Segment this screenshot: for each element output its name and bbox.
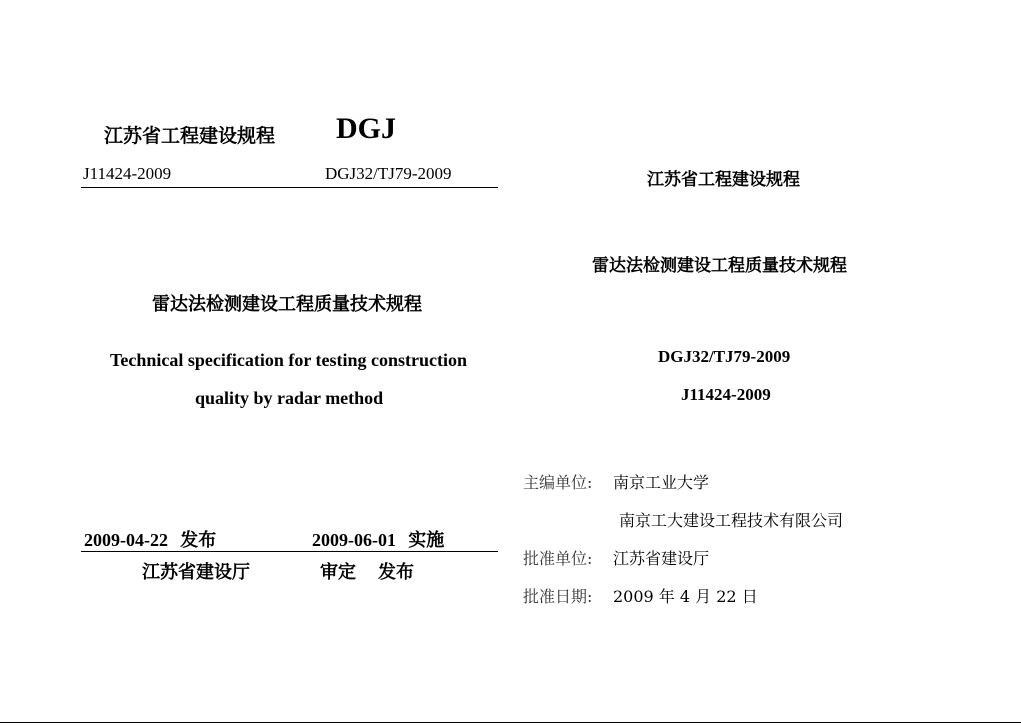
publish-label: 发布 bbox=[378, 562, 414, 583]
issuing-authority: 江苏省建设厅 bbox=[142, 562, 250, 583]
left-title-cn: 雷达法检测建设工程质量技术规程 bbox=[152, 294, 422, 315]
editor-label: 主编单位: bbox=[523, 473, 593, 492]
approver-unit: 江苏省建设厅 bbox=[613, 549, 710, 568]
left-title-en-line1: Technical specification for testing construction bbox=[110, 350, 467, 370]
left-header-code: DGJ bbox=[336, 112, 396, 145]
left-record-number: J11424-2009 bbox=[83, 164, 172, 183]
approve-date: 2009 年 4 月 22 日 bbox=[613, 587, 758, 606]
page-bottom-edge bbox=[0, 722, 1021, 723]
approver-label: 批准单位: bbox=[523, 549, 593, 568]
right-record-number: J11424-2009 bbox=[681, 385, 771, 404]
approve-label: 审定 bbox=[320, 562, 356, 583]
editor-unit-2: 南京工大建设工程技术有限公司 bbox=[619, 511, 844, 530]
approve-date-label: 批准日期: bbox=[523, 587, 593, 606]
right-standard-number: DGJ32/TJ79-2009 bbox=[658, 347, 791, 366]
left-bottom-rule bbox=[81, 551, 498, 552]
left-header-title: 江苏省工程建设规程 bbox=[104, 125, 276, 147]
implementation-label: 实施 bbox=[408, 530, 445, 551]
issue-label: 发布 bbox=[180, 530, 217, 551]
left-title-en-line2: quality by radar method bbox=[195, 388, 384, 408]
left-implementation-row bbox=[312, 526, 444, 552]
right-header-title: 江苏省工程建设规程 bbox=[647, 170, 800, 190]
left-standard-number: DGJ32/TJ79-2009 bbox=[325, 164, 452, 183]
editor-unit-1: 南京工业大学 bbox=[613, 473, 710, 492]
left-issue-row bbox=[84, 526, 216, 552]
issue-date: 2009-04-22 bbox=[84, 530, 168, 550]
right-title-cn: 雷达法检测建设工程质量技术规程 bbox=[592, 256, 847, 276]
implementation-date: 2009-06-01 bbox=[312, 530, 396, 550]
left-top-rule bbox=[81, 187, 498, 188]
